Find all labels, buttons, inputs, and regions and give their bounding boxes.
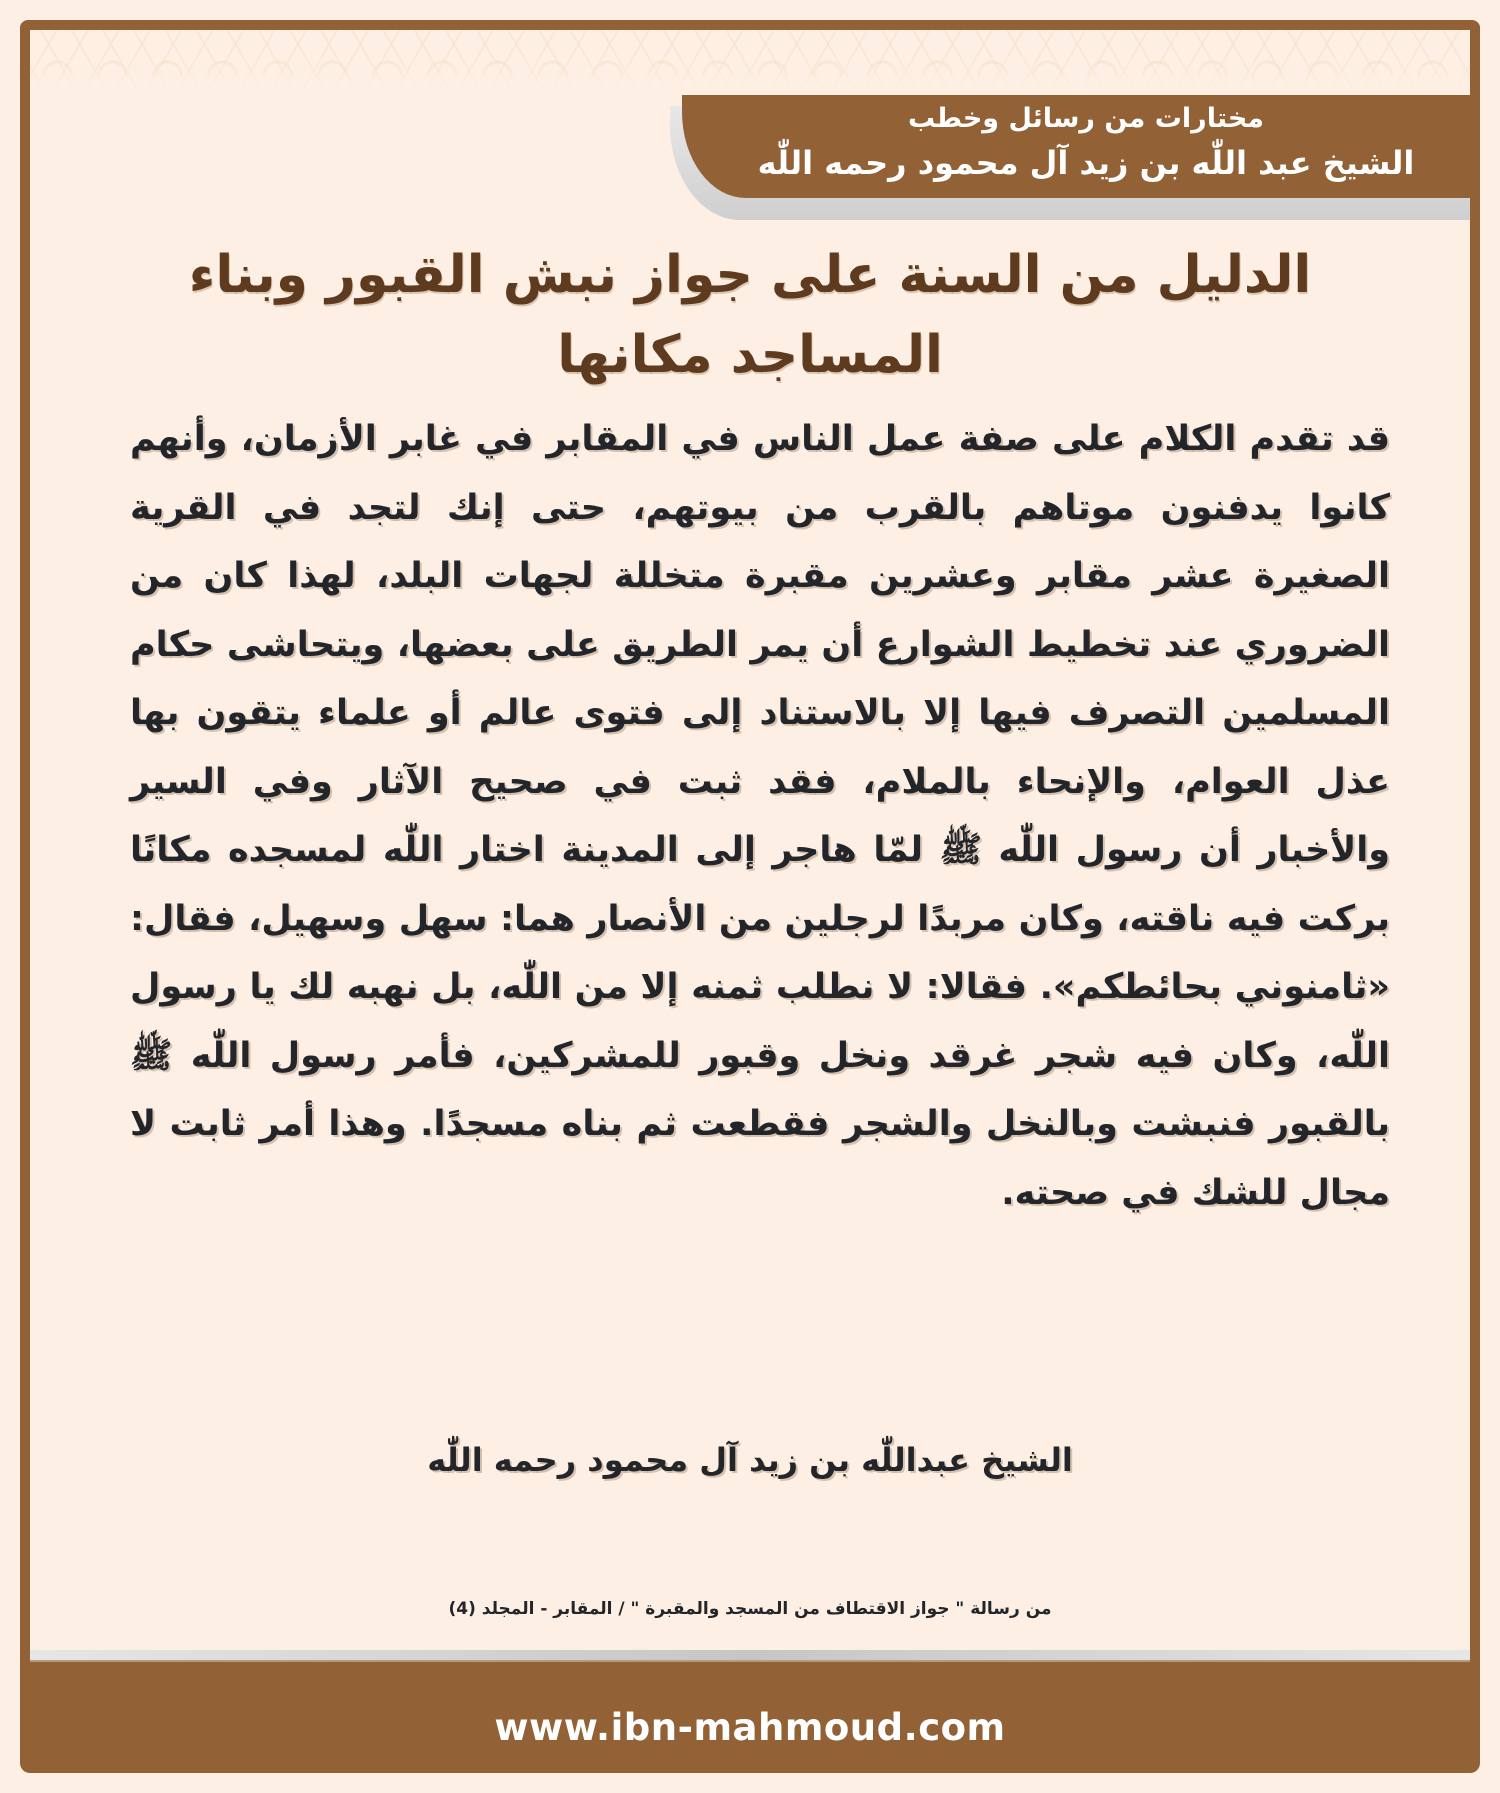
author-signature: الشيخ عبداللّٰه بن زيد آل محمود رحمه اللّٰه [427,1441,1073,1479]
source-citation: من رسالة " جواز الاقتطاف من المسجد والمقبرة " / المقابر - المجلد (4) [448,1599,1052,1619]
arabesque-pattern-border [30,30,1470,92]
article-body: قد تقدم الكلام على صفة عمل الناس في المقابر في غابر الأزمان، وأنهم كانوا يدفنون موتاهم بالقرب من بيوتهم، حتى إنك لتجد في القرية الصغيرة عشر مقابر وعشرين مقبرة متخللة لجهات البلد، لهذا كان من الضروري عند تخطيط الشوارع أن يمر الطريق على بعضها، ويتحاشى حكام المسلمين التصرف فيها إلا بالاستناد إلى فتوى عالم أو علماء يتقون بها عذل العوام، والإنحاء بالملام، فقد ثبت في صحيح الآثار وفي السير والأخبار أن رسول اللّٰه ﷺ لمّا هاجر إلى المدينة اختار اللّٰه لمسجده مكانًا بركت فيه ناقته، وكان مربدًا لرجلين من الأنصار هما: سهل وسهيل، فقال: «ثامنوني بحائطكم». فقالا: لا نطلب ثمنه إلا من اللّٰه، بل نهبه لك يا رسول اللّٰه، وكان فيه شجر غرقد ونخل وقبور للمشركين، فأمر رسول اللّٰه ﷺ بالقبور فنبشت وبالنخل والشجر فقطعت ثم بناه مسجدًا. وهذا أمر ثابت لا مجال للشك في صحته. [130,419,1390,1213]
header-ribbon [682,95,1480,198]
article-title: الدليل من السنة على جواز نبش القبور وبناء المساجد مكانها [188,245,1312,385]
website-link[interactable]: www.ibn-mahmoud.com [494,1706,1006,1749]
author-line: الشيخ عبد اللّٰه بن زيد آل محمود رحمه اللّٰه [757,144,1415,182]
footer-divider [30,1650,1470,1662]
footer-bar [20,1662,1480,1773]
series-title: مختارات من رسائل وخطب [907,103,1265,134]
page-frame [20,20,1480,1773]
